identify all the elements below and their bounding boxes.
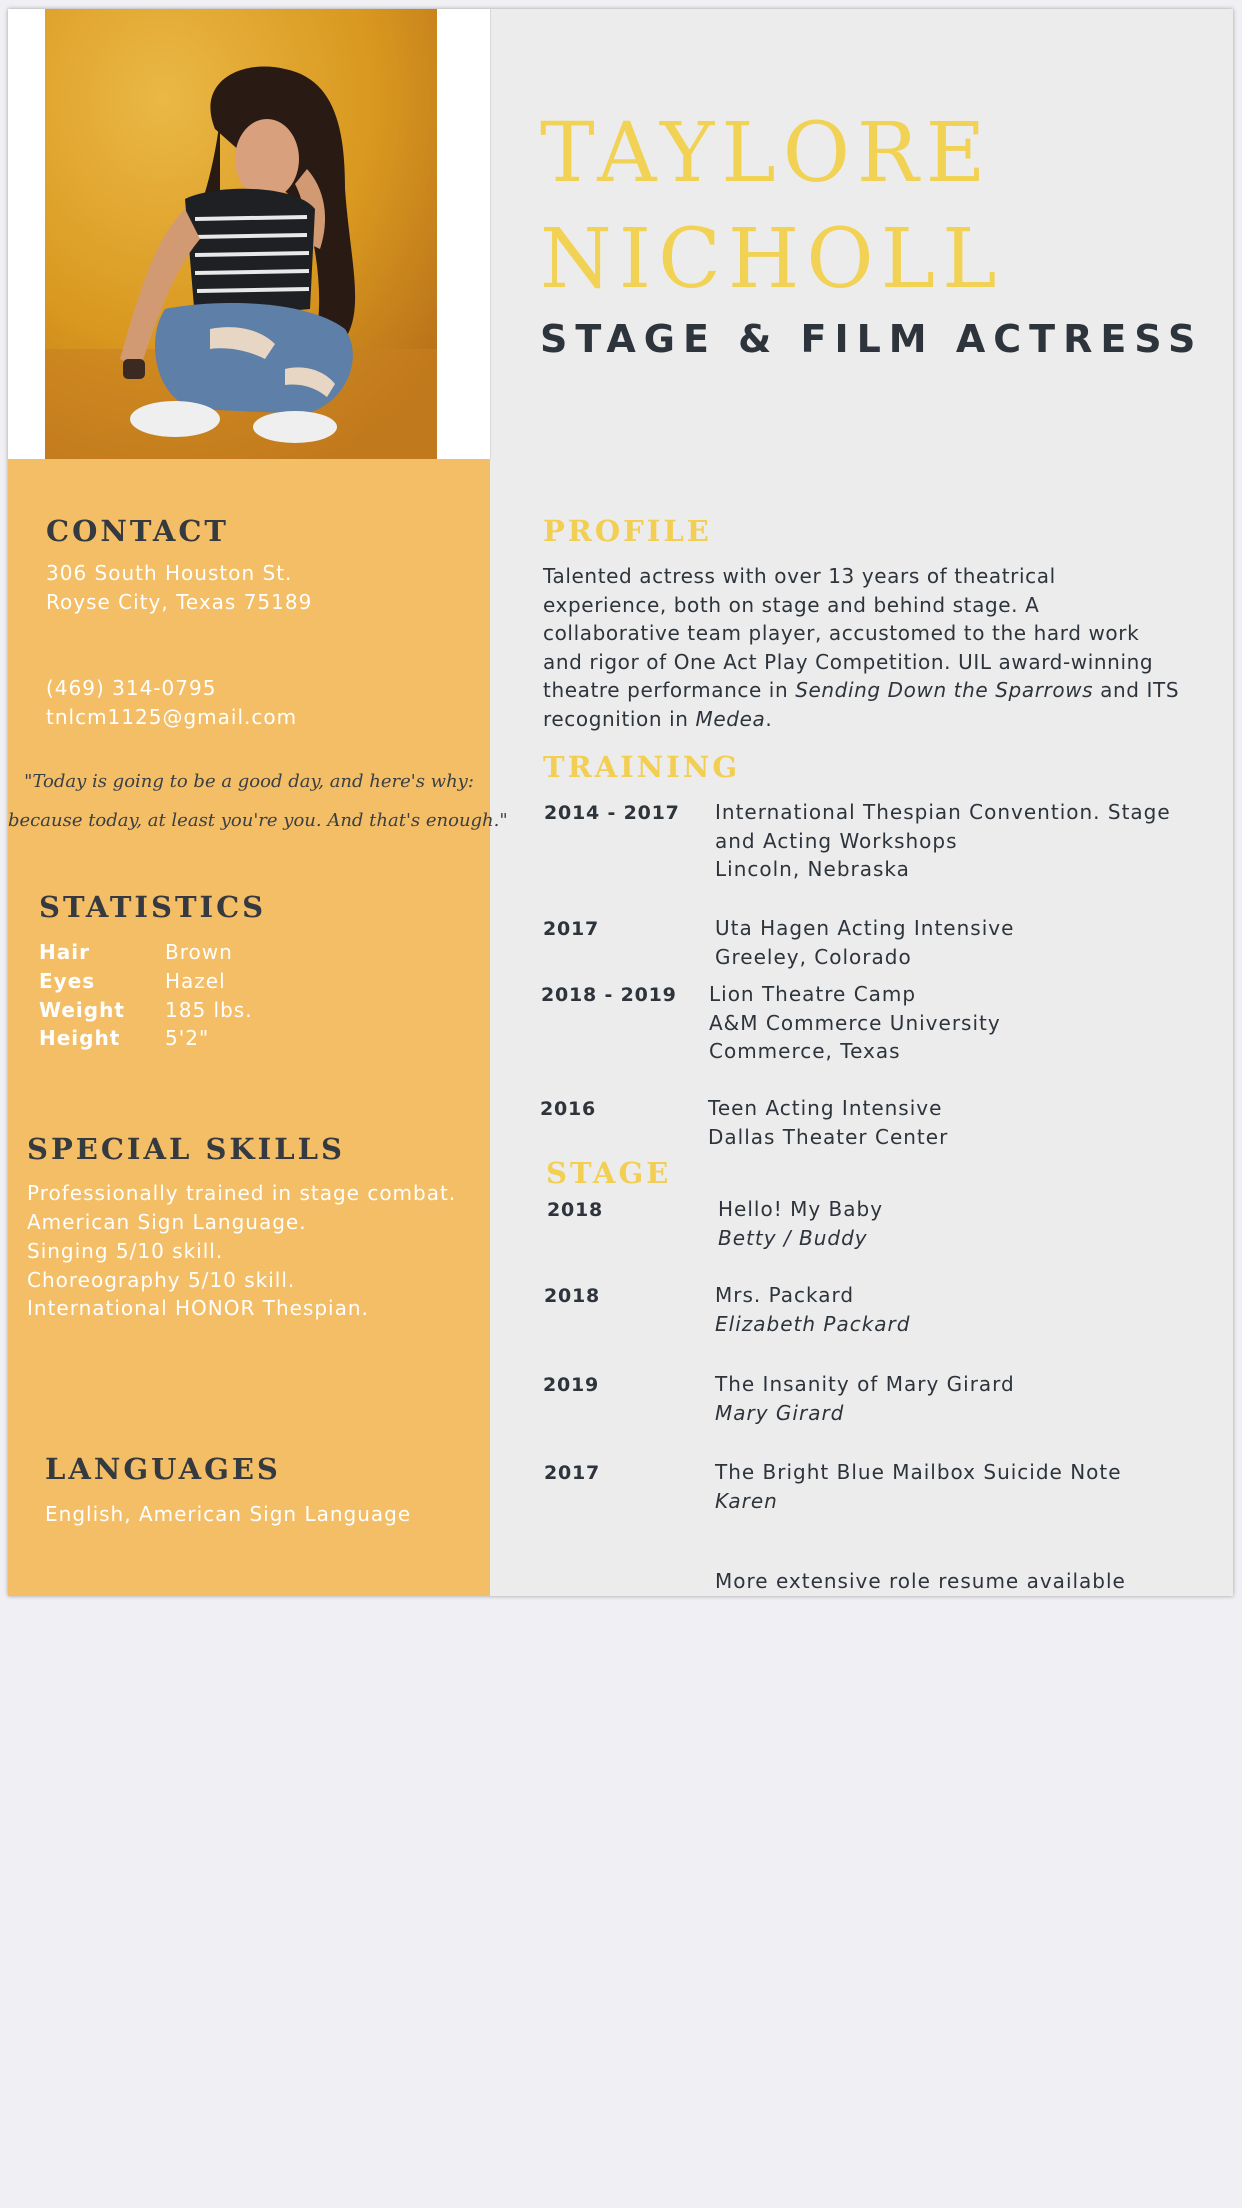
training-year: 2016 bbox=[540, 1098, 597, 1120]
training-line: Greeley, Colorado bbox=[715, 944, 912, 969]
skill-item: International HONOR Thespian. bbox=[27, 1296, 369, 1320]
training-year: 2017 bbox=[543, 918, 600, 940]
training-year: 2014 - 2017 bbox=[544, 802, 680, 824]
stage-entry bbox=[715, 1370, 1015, 1427]
training-entry bbox=[715, 914, 1014, 971]
stage-entry bbox=[715, 1281, 910, 1338]
stage-title: Mrs. Packard bbox=[715, 1283, 855, 1307]
stage-year: 2018 bbox=[544, 1285, 601, 1307]
stat-value-weight: 185 lbs. bbox=[165, 998, 253, 1022]
profile-text-part: Talented actress with over 13 years of theatrical experience, both on stage and behind stage. A collaborative team player, accustomed to the hard work and rigor of One Act Play Competition. UIL award-winning theatre performance in bbox=[543, 564, 1154, 703]
profile-text-part: and ITS recognition in bbox=[543, 678, 1180, 731]
stage-year: 2018 bbox=[547, 1199, 604, 1221]
phone-number: (469) 314-0795 bbox=[46, 676, 217, 700]
address-line2: Royse City, Texas 75189 bbox=[46, 590, 313, 614]
job-title: STAGE & FILM ACTRESS bbox=[540, 317, 1204, 361]
profile-text-part: . bbox=[765, 706, 773, 731]
skill-item: Choreography 5/10 skill. bbox=[27, 1268, 296, 1292]
stage-title: Hello! My Baby bbox=[718, 1197, 884, 1221]
first-name: TAYLORE bbox=[540, 106, 993, 201]
training-line: and Acting Workshops bbox=[715, 828, 958, 853]
training-line: Uta Hagen Acting Intensive bbox=[715, 916, 1015, 940]
profile-work-title: Medea bbox=[695, 706, 766, 731]
languages-text: English, American Sign Language bbox=[45, 1502, 412, 1526]
training-heading: TRAINING bbox=[543, 750, 741, 784]
stat-label-eyes: Eyes bbox=[39, 969, 96, 993]
statistics-heading: STATISTICS bbox=[39, 890, 267, 924]
special-skills-heading: SPECIAL SKILLS bbox=[27, 1132, 345, 1166]
header-divider bbox=[490, 9, 491, 459]
training-entry bbox=[715, 798, 1171, 884]
skill-item: Professionally trained in stage combat. bbox=[27, 1181, 457, 1205]
stage-role: Mary Girard bbox=[715, 1400, 845, 1425]
stage-role: Karen bbox=[715, 1488, 778, 1513]
stage-title: The Bright Blue Mailbox Suicide Note bbox=[715, 1460, 1122, 1484]
stat-label-hair: Hair bbox=[39, 940, 90, 964]
training-line: Commerce, Texas bbox=[709, 1039, 901, 1064]
stage-entry bbox=[718, 1195, 883, 1252]
languages-heading: LANGUAGES bbox=[45, 1452, 281, 1486]
stage-year: 2019 bbox=[543, 1374, 600, 1396]
stage-title: The Insanity of Mary Girard bbox=[715, 1372, 1015, 1396]
stage-role: Betty / Buddy bbox=[718, 1225, 868, 1250]
training-line: A&M Commerce University bbox=[709, 1010, 1001, 1035]
skill-item: American Sign Language. bbox=[27, 1210, 307, 1234]
portrait-illustration bbox=[45, 9, 437, 459]
stat-value-height: 5'2" bbox=[165, 1026, 210, 1050]
profile-work-title: Sending Down the Sparrows bbox=[795, 678, 1094, 703]
training-line: Dallas Theater Center bbox=[708, 1124, 949, 1149]
training-entry bbox=[708, 1094, 948, 1151]
portrait-photo bbox=[45, 9, 437, 459]
stage-year: 2017 bbox=[544, 1462, 601, 1484]
stat-value-eyes: Hazel bbox=[165, 969, 226, 993]
skill-item: Singing 5/10 skill. bbox=[27, 1239, 224, 1263]
training-line: Teen Acting Intensive bbox=[708, 1096, 943, 1120]
profile-heading: PROFILE bbox=[543, 514, 712, 548]
training-year: 2018 - 2019 bbox=[541, 984, 677, 1006]
resume-page bbox=[8, 9, 1233, 1596]
resume-note: More extensive role resume available bbox=[715, 1569, 1126, 1593]
training-line: Lion Theatre Camp bbox=[709, 982, 917, 1006]
stage-entry bbox=[715, 1458, 1122, 1515]
stage-heading: STAGE bbox=[546, 1156, 672, 1190]
quote-line1: "Today is going to be a good day, and here's why: bbox=[24, 771, 474, 792]
stat-label-weight: Weight bbox=[39, 998, 125, 1022]
contact-heading: CONTACT bbox=[46, 514, 230, 548]
training-entry bbox=[709, 980, 1001, 1066]
stat-label-height: Height bbox=[39, 1026, 121, 1050]
training-line: Lincoln, Nebraska bbox=[715, 857, 910, 882]
last-name: NICHOLL bbox=[540, 212, 1004, 307]
training-line: International Thespian Convention. Stage bbox=[715, 800, 1171, 824]
stage-role: Elizabeth Packard bbox=[715, 1311, 911, 1336]
quote-line2: because today, at least you're you. And that's enough." bbox=[8, 810, 508, 831]
stat-value-hair: Brown bbox=[165, 940, 233, 964]
email-address: tnlcm1125@gmail.com bbox=[46, 705, 298, 729]
profile-text bbox=[543, 562, 1183, 734]
address-line1: 306 South Houston St. bbox=[46, 561, 293, 585]
